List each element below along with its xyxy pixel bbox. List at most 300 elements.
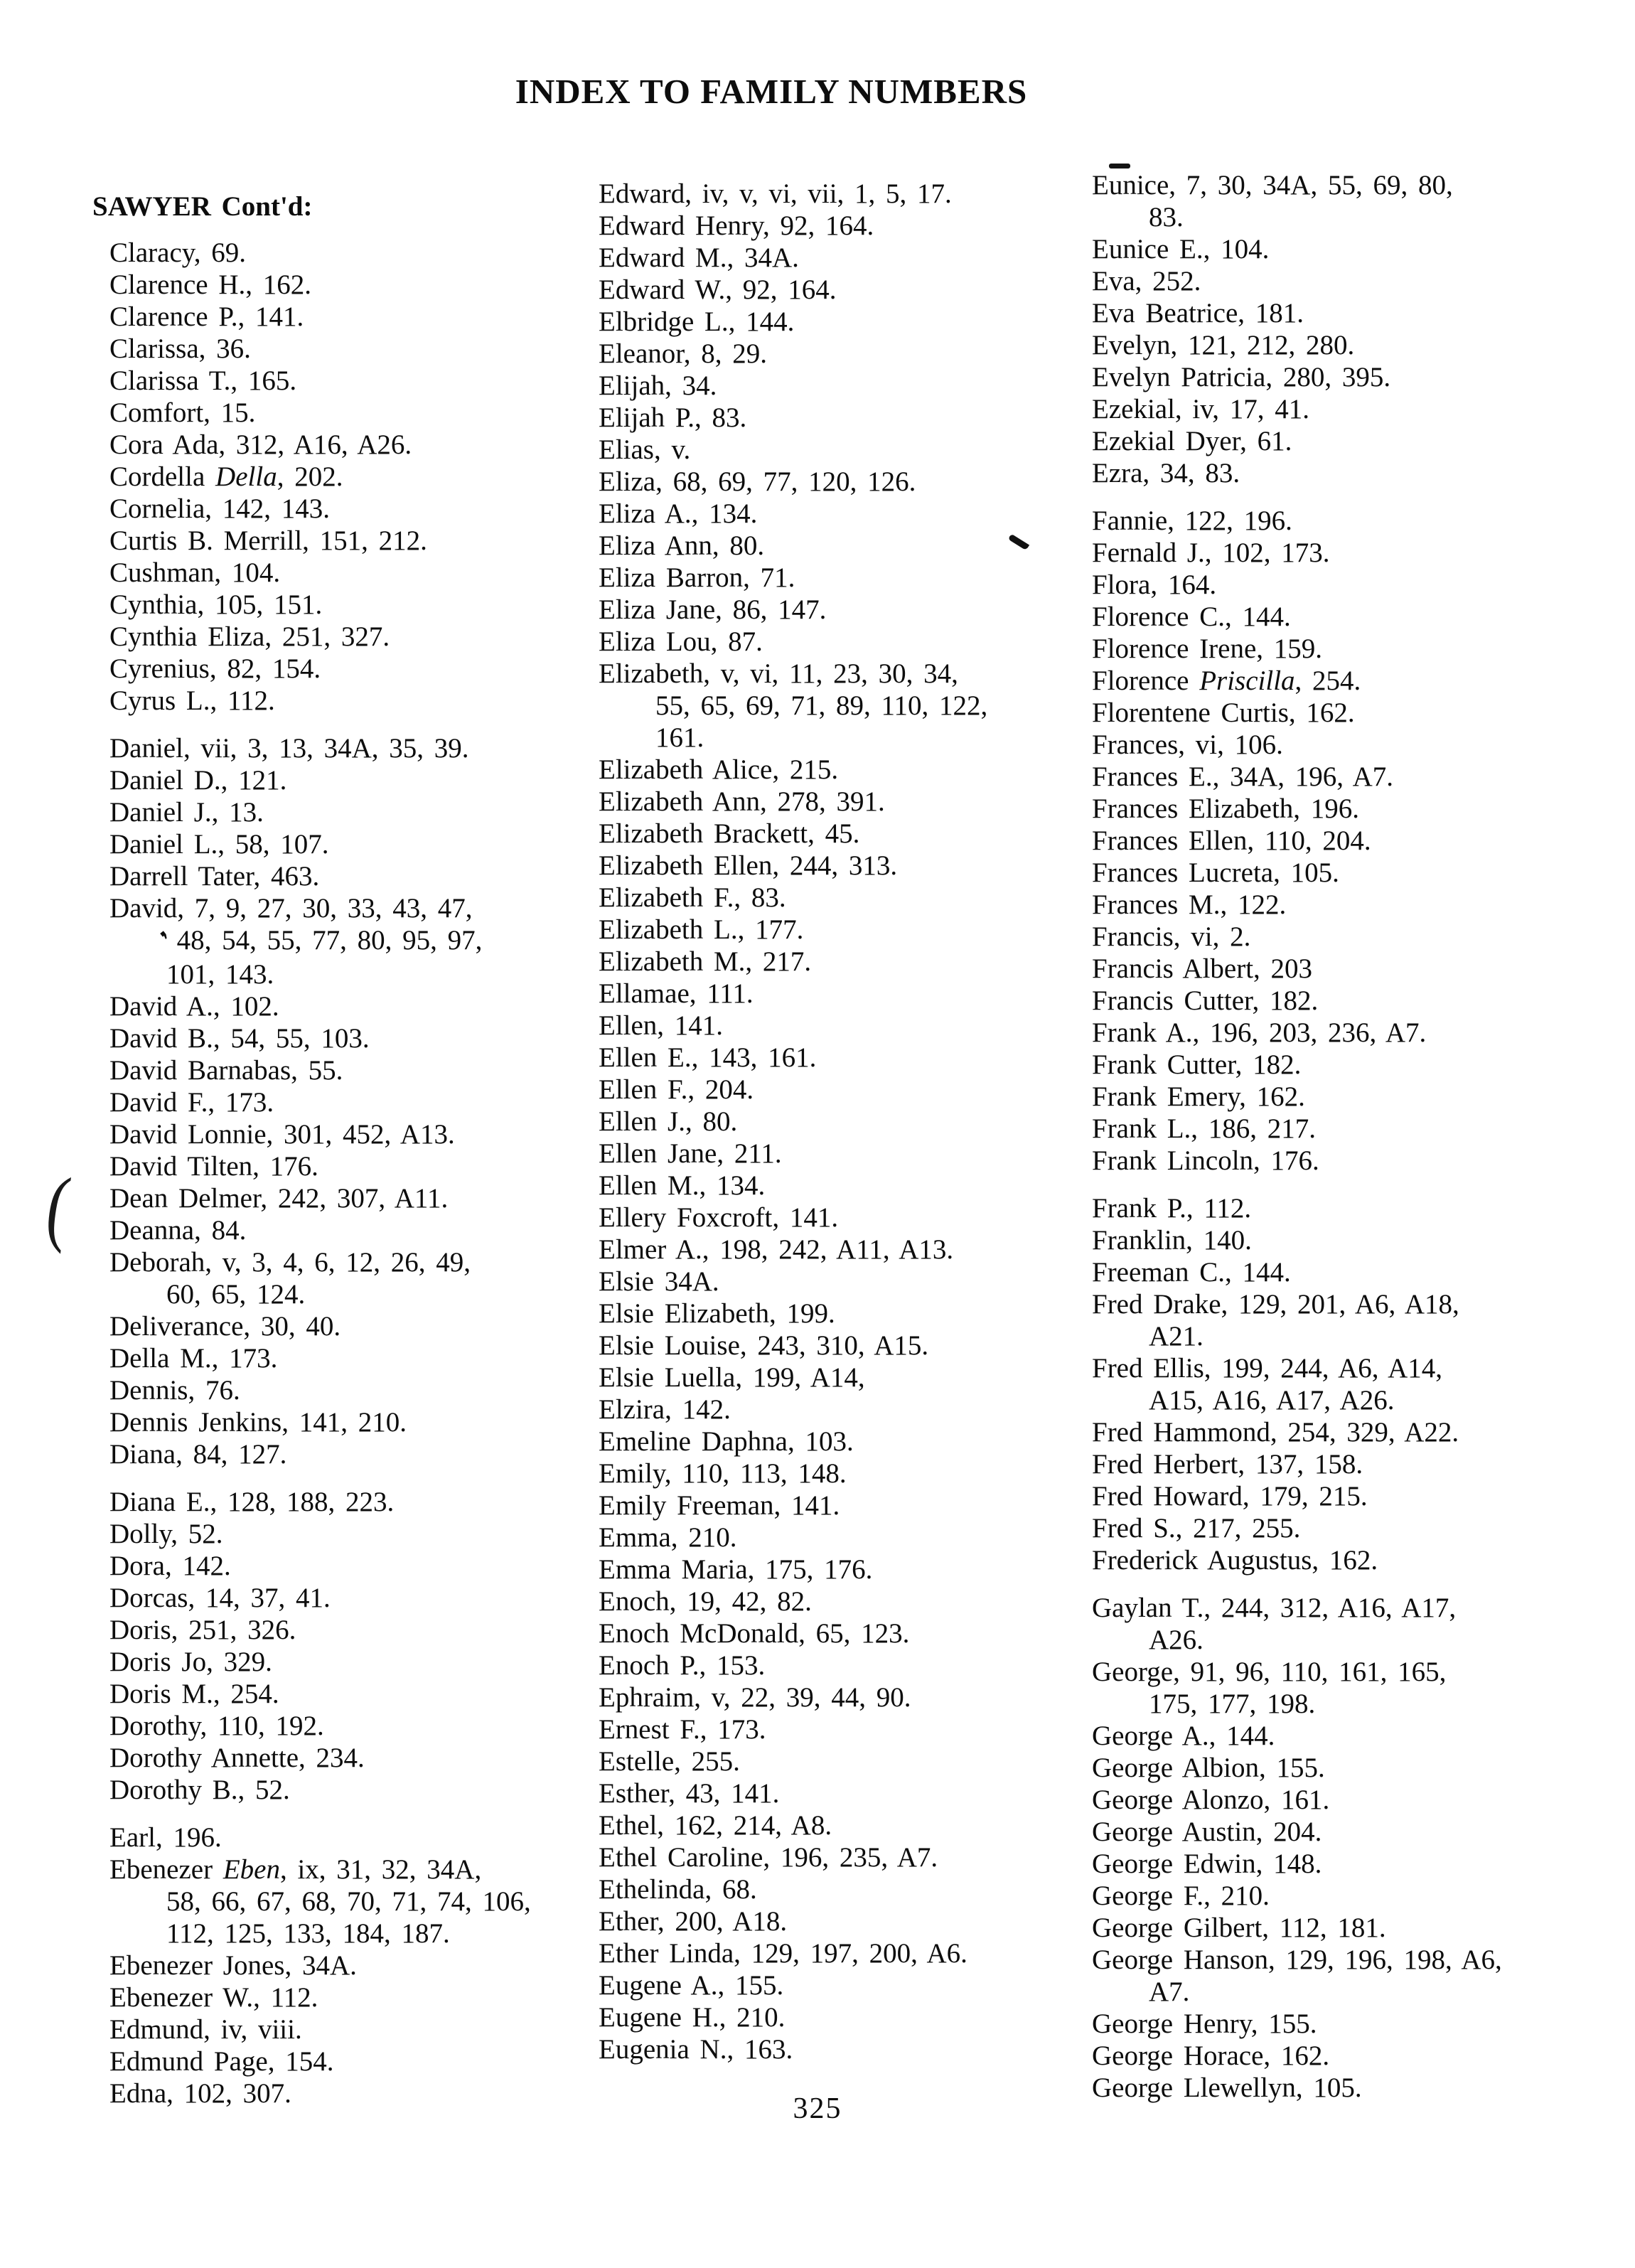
entry-text: Elizabeth L., 177. bbox=[599, 914, 804, 945]
entry-text: Frances E., 34A, 196, A7. bbox=[1092, 761, 1394, 792]
index-entry-line bbox=[1075, 1624, 1544, 1656]
index-entry-line bbox=[92, 2045, 562, 2077]
page-title: INDEX TO FAMILY NUMBERS bbox=[515, 72, 1028, 111]
entry-text: 55, 65, 69, 71, 89, 110, 122, bbox=[655, 690, 988, 721]
entry-text: Franklin, 140. bbox=[1092, 1225, 1252, 1256]
entry-text: Daniel L., 58, 107. bbox=[109, 829, 329, 860]
index-entry-line bbox=[581, 1457, 1051, 1489]
index-entry-line bbox=[581, 1617, 1051, 1649]
index-entry-line bbox=[1075, 425, 1544, 457]
index-entry-line bbox=[1075, 1017, 1544, 1049]
index-entry-line bbox=[581, 402, 1051, 434]
index-entry-line bbox=[1075, 1224, 1544, 1256]
index-entry-line bbox=[581, 1170, 1051, 1202]
entry-text: Elizabeth Alice, 215. bbox=[599, 754, 839, 785]
index-entry-line bbox=[581, 1138, 1051, 1170]
entry-text: Elsie Luella, 199, A14, bbox=[599, 1362, 865, 1393]
index-entry-line bbox=[1075, 1720, 1544, 1752]
entry-text: Ebenezer W., 112. bbox=[109, 1982, 318, 2013]
entry-text: Evelyn Patricia, 280, 395. bbox=[1092, 362, 1391, 392]
index-entry-line bbox=[92, 1710, 562, 1742]
entry-text: Comfort, 15. bbox=[109, 397, 256, 428]
index-entry-line bbox=[581, 530, 1051, 562]
entry-text: Ellen M., 134. bbox=[599, 1170, 766, 1201]
entry-text: Emma, 210. bbox=[599, 1522, 737, 1553]
entry-text: Eleanor, 8, 29. bbox=[599, 338, 767, 369]
index-entry-line bbox=[92, 958, 562, 990]
index-entry-line bbox=[1075, 1352, 1544, 1384]
index-entry-line bbox=[581, 1777, 1051, 1809]
entry-text: Fred Howard, 179, 215. bbox=[1092, 1481, 1368, 1512]
index-entry-line bbox=[581, 786, 1051, 818]
index-entry-line bbox=[1075, 1944, 1544, 1976]
index-entry-line bbox=[1075, 1816, 1544, 1848]
entry-text: Eva, 252. bbox=[1092, 266, 1201, 296]
entry-text: 161. bbox=[655, 722, 704, 753]
entry-text: Ethel Caroline, 196, 235, A7. bbox=[599, 1842, 938, 1873]
entry-text: 175, 177, 198. bbox=[1149, 1689, 1316, 1719]
entry-text: Emily Freeman, 141. bbox=[599, 1490, 840, 1521]
entry-text: Esther, 43, 141. bbox=[599, 1778, 780, 1809]
index-entry-line bbox=[92, 1614, 562, 1646]
entry-text: George Hanson, 129, 196, 198, A6, bbox=[1092, 1945, 1502, 1975]
index-entry-line bbox=[581, 594, 1051, 626]
index-entry-line bbox=[92, 1054, 562, 1086]
index-entry-line bbox=[581, 658, 1051, 690]
entry-text: Dennis Jenkins, 141, 210. bbox=[109, 1407, 407, 1438]
entry-text: , 202. bbox=[277, 461, 343, 492]
index-entry-line bbox=[92, 860, 562, 892]
entry-text: Elizabeth Ellen, 244, 313. bbox=[599, 850, 898, 881]
index-entry-line bbox=[92, 828, 562, 860]
index-entry-line bbox=[1075, 2008, 1544, 2040]
entry-text: Dolly, 52. bbox=[109, 1519, 223, 1549]
index-entry-line bbox=[1075, 1320, 1544, 1352]
entry-text: Frances Elizabeth, 196. bbox=[1092, 793, 1360, 824]
entry-text: Elbridge L., 144. bbox=[599, 306, 795, 337]
entry-text: Eliza, 68, 69, 77, 120, 126. bbox=[599, 466, 916, 497]
entry-text: Elsie Elizabeth, 199. bbox=[599, 1298, 835, 1329]
entry-text: A7. bbox=[1149, 1977, 1190, 2007]
entry-text: Curtis B. Merrill, 151, 212. bbox=[109, 525, 427, 556]
entry-text: George Horace, 162. bbox=[1092, 2040, 1330, 2071]
entry-text: Frank P., 112. bbox=[1092, 1193, 1252, 1224]
entry-text: George Alonzo, 161. bbox=[1092, 1785, 1330, 1815]
entry-text: Frank Lincoln, 176. bbox=[1092, 1145, 1319, 1176]
entry-text: Clarissa T., 165. bbox=[109, 365, 297, 396]
index-entry-line bbox=[581, 1937, 1051, 1969]
index-entry-line bbox=[1075, 1081, 1544, 1113]
index-entry-line bbox=[581, 1489, 1051, 1521]
index-entry-line bbox=[92, 796, 562, 828]
index-entry-line bbox=[1075, 265, 1544, 297]
index-entry-line bbox=[92, 397, 562, 429]
entry-text: Francis Albert, 203 bbox=[1092, 953, 1313, 984]
index-entry-line bbox=[92, 1742, 562, 1774]
entry-text: Cyrenius, 82, 154. bbox=[109, 653, 321, 684]
entry-text: Edmund Page, 154. bbox=[109, 2046, 334, 2077]
index-entry-line bbox=[1075, 2040, 1544, 2072]
entry-text: Doris Jo, 329. bbox=[109, 1647, 272, 1677]
index-entry-line bbox=[581, 466, 1051, 498]
index-entry-line bbox=[92, 1118, 562, 1150]
entry-text: Eben bbox=[223, 1854, 280, 1885]
index-entry-line bbox=[1075, 1192, 1544, 1224]
column-2-entries bbox=[581, 178, 1051, 2065]
entry-text: Ebenezer Jones, 34A. bbox=[109, 1950, 357, 1981]
index-entry-line bbox=[92, 1774, 562, 1806]
entry-text: Diana, 84, 127. bbox=[109, 1439, 287, 1470]
entry-text: 60, 65, 124. bbox=[166, 1279, 306, 1310]
index-entry-line bbox=[1075, 457, 1544, 489]
entry-text: Elizabeth, v, vi, 11, 23, 30, 34, bbox=[599, 658, 958, 689]
index-entry-line bbox=[1075, 1912, 1544, 1944]
entry-text: Cordella bbox=[109, 461, 216, 492]
index-entry-line bbox=[581, 498, 1051, 530]
entry-text: 48, 54, 55, 77, 80, 95, 97, bbox=[176, 925, 483, 956]
index-entry-line bbox=[1075, 329, 1544, 361]
index-entry-line bbox=[1075, 921, 1544, 953]
index-entry-line bbox=[581, 1969, 1051, 2001]
entry-text: Frank Cutter, 182. bbox=[1092, 1049, 1302, 1080]
entry-text: A15, A16, A17, A26. bbox=[1149, 1385, 1395, 1416]
entry-text: Elmer A., 198, 242, A11, A13. bbox=[599, 1234, 954, 1265]
index-entry-line bbox=[92, 589, 562, 621]
index-entry-line bbox=[92, 1182, 562, 1214]
index-entry-line bbox=[92, 1022, 562, 1054]
entry-text: Dorothy Annette, 234. bbox=[109, 1743, 365, 1773]
index-entry-line bbox=[1075, 393, 1544, 425]
column-3-entries bbox=[1075, 169, 1544, 2104]
index-entry-line bbox=[581, 338, 1051, 370]
index-entry-line bbox=[581, 1234, 1051, 1266]
entry-text: Dorothy B., 52. bbox=[109, 1775, 290, 1805]
index-column-1 bbox=[92, 191, 562, 2109]
index-entry-line bbox=[1075, 1848, 1544, 1880]
index-column-2 bbox=[581, 178, 1051, 2065]
entry-text: David Barnabas, 55. bbox=[109, 1055, 343, 1086]
index-entry-line bbox=[92, 2013, 562, 2045]
index-entry-line bbox=[92, 557, 562, 589]
entry-text: 58, 66, 67, 68, 70, 71, 74, 106, bbox=[166, 1886, 531, 1917]
entry-text: Dorothy, 110, 192. bbox=[109, 1711, 324, 1741]
index-entry-line bbox=[92, 333, 562, 365]
index-entry-line bbox=[1075, 1544, 1544, 1576]
entry-text: Florence Irene, 159. bbox=[1092, 633, 1323, 664]
index-entry-line bbox=[1075, 761, 1544, 793]
index-entry-line bbox=[581, 1298, 1051, 1330]
index-entry-line bbox=[581, 850, 1051, 882]
entry-text: George Gilbert, 112, 181. bbox=[1092, 1913, 1386, 1943]
index-entry-line bbox=[1075, 825, 1544, 857]
entry-text: Eliza Barron, 71. bbox=[599, 562, 795, 593]
entry-text: Ethelinda, 68. bbox=[599, 1874, 757, 1905]
entry-text: , ix, 31, 32, 34A, bbox=[279, 1854, 482, 1885]
entry-text: Evelyn, 121, 212, 280. bbox=[1092, 330, 1355, 360]
index-entry-line bbox=[92, 1885, 562, 1917]
index-entry-line bbox=[581, 1809, 1051, 1841]
index-entry-line bbox=[92, 685, 562, 717]
entry-text: , 254. bbox=[1294, 665, 1361, 696]
entry-text: Florence bbox=[1092, 665, 1200, 696]
index-entry-line bbox=[92, 1981, 562, 2013]
entry-text: Emeline Daphna, 103. bbox=[599, 1426, 854, 1457]
entry-text: David Tilten, 176. bbox=[109, 1151, 318, 1182]
index-entry-line bbox=[581, 914, 1051, 946]
index-entry-line bbox=[581, 722, 1051, 754]
page-number: 325 bbox=[793, 2092, 842, 2125]
entry-text: David, 7, 9, 27, 30, 33, 43, 47, bbox=[109, 893, 473, 924]
entry-text: George Albion, 155. bbox=[1092, 1753, 1325, 1783]
entry-text: Elizabeth M., 217. bbox=[599, 946, 812, 977]
index-entry-line bbox=[1075, 537, 1544, 569]
index-entry-line bbox=[1075, 1784, 1544, 1816]
entry-text: Darrell Tater, 463. bbox=[109, 861, 320, 892]
entry-text: Edward W., 92, 164. bbox=[599, 274, 837, 305]
entry-text: Eugene A., 155. bbox=[599, 1970, 784, 2001]
entry-text: David Lonnie, 301, 452, A13. bbox=[109, 1119, 455, 1150]
index-entry-line bbox=[581, 434, 1051, 466]
entry-text: Eva Beatrice, 181. bbox=[1092, 298, 1304, 328]
index-entry-line bbox=[1075, 729, 1544, 761]
entry-text: Eugenia N., 163. bbox=[599, 2034, 793, 2065]
entry-text: Ethel, 162, 214, A8. bbox=[599, 1810, 832, 1841]
entry-text: Cynthia, 105, 151. bbox=[109, 589, 323, 620]
entry-text: Florence C., 144. bbox=[1092, 601, 1291, 632]
index-entry-line bbox=[1075, 985, 1544, 1017]
entry-text: Della M., 173. bbox=[109, 1343, 278, 1374]
index-entry-line bbox=[581, 1905, 1051, 1937]
entry-text: Fred Drake, 129, 201, A6, A18, bbox=[1092, 1289, 1459, 1320]
entry-text: Clarence H., 162. bbox=[109, 269, 311, 300]
index-entry-line bbox=[1075, 697, 1544, 729]
index-entry-line bbox=[581, 818, 1051, 850]
index-entry-line bbox=[92, 301, 562, 333]
entry-text: Earl, 196. bbox=[109, 1822, 222, 1853]
index-entry-line bbox=[1075, 1976, 1544, 2008]
entry-text: Ephraim, v, 22, 39, 44, 90. bbox=[599, 1682, 911, 1713]
index-entry-line bbox=[581, 1553, 1051, 1585]
index-entry-line bbox=[92, 1822, 562, 1854]
index-entry-line bbox=[581, 754, 1051, 786]
entry-text: Fernald J., 102, 173. bbox=[1092, 537, 1330, 568]
index-entry-line bbox=[581, 370, 1051, 402]
index-entry-line bbox=[92, 1246, 562, 1278]
entry-text: Dora, 142. bbox=[109, 1551, 231, 1581]
index-entry-line bbox=[581, 1394, 1051, 1425]
entry-text: Ellery Foxcroft, 141. bbox=[599, 1202, 839, 1233]
index-entry-line bbox=[1075, 1880, 1544, 1912]
index-entry-line bbox=[581, 1042, 1051, 1074]
index-entry-line bbox=[1075, 361, 1544, 393]
entry-text: Della bbox=[215, 461, 277, 492]
index-entry-line bbox=[581, 626, 1051, 658]
entry-text: Dorcas, 14, 37, 41. bbox=[109, 1583, 331, 1613]
entry-text: A26. bbox=[1149, 1625, 1204, 1655]
entry-text: Daniel J., 13. bbox=[109, 797, 264, 828]
index-entry-line bbox=[92, 924, 562, 958]
entry-text: George Llewellyn, 105. bbox=[1092, 2072, 1362, 2103]
index-entry-line bbox=[92, 1150, 562, 1182]
index-entry-line bbox=[92, 1214, 562, 1246]
index-entry-line bbox=[581, 1074, 1051, 1106]
index-entry-line bbox=[581, 946, 1051, 978]
entry-text: Dean Delmer, 242, 307, A11. bbox=[109, 1183, 449, 1214]
entry-text: 83. bbox=[1149, 202, 1184, 232]
index-entry-line bbox=[581, 1873, 1051, 1905]
entry-text: Daniel D., 121. bbox=[109, 765, 287, 796]
index-entry-line bbox=[92, 429, 562, 461]
index-entry-line bbox=[581, 690, 1051, 722]
entry-text: Eliza A., 134. bbox=[599, 498, 758, 529]
index-entry-line bbox=[1075, 1384, 1544, 1416]
index-entry-line bbox=[1075, 953, 1544, 985]
index-entry-line bbox=[581, 1010, 1051, 1042]
index-entry-line bbox=[1075, 569, 1544, 601]
index-entry-line bbox=[1075, 1288, 1544, 1320]
column-1-entries bbox=[92, 237, 562, 2109]
entry-text: Frank L., 186, 217. bbox=[1092, 1113, 1317, 1144]
index-entry-line bbox=[581, 1521, 1051, 1553]
pen-mark: ❜ bbox=[157, 927, 179, 953]
entry-text: Fannie, 122, 196. bbox=[1092, 506, 1292, 536]
entry-text: Enoch, 19, 42, 82. bbox=[599, 1586, 812, 1617]
entry-text: Daniel, vii, 3, 13, 34A, 35, 39. bbox=[109, 733, 469, 764]
index-entry-line bbox=[581, 306, 1051, 338]
index-entry-line bbox=[581, 562, 1051, 594]
index-entry-line bbox=[92, 892, 562, 924]
index-entry-line bbox=[1075, 1113, 1544, 1145]
index-entry-line bbox=[92, 1086, 562, 1118]
index-entry-line bbox=[92, 1518, 562, 1550]
entry-text: Enoch P., 153. bbox=[599, 1650, 766, 1681]
entry-text: Cynthia Eliza, 251, 327. bbox=[109, 621, 390, 652]
index-entry-line bbox=[1075, 1256, 1544, 1288]
entry-text: Edward, iv, v, vi, vii, 1, 5, 17. bbox=[599, 178, 952, 209]
stray-print-dash bbox=[1109, 164, 1130, 169]
entry-text: George Edwin, 148. bbox=[1092, 1849, 1322, 1879]
entry-text: Ellen, 141. bbox=[599, 1010, 724, 1041]
entry-text: George, 91, 96, 110, 161, 165, bbox=[1092, 1657, 1447, 1687]
index-entry-line bbox=[581, 1106, 1051, 1138]
index-entry-line bbox=[92, 1550, 562, 1582]
index-entry-line bbox=[92, 653, 562, 685]
entry-text: Ellamae, 111. bbox=[599, 978, 754, 1009]
entry-text: Eliza Lou, 87. bbox=[599, 626, 763, 657]
entry-text: David A., 102. bbox=[109, 991, 279, 1022]
entry-text: George F., 210. bbox=[1092, 1881, 1270, 1911]
index-entry-line bbox=[92, 1486, 562, 1518]
index-entry-line bbox=[92, 732, 562, 764]
index-entry-line bbox=[1075, 297, 1544, 329]
entry-text: Ernest F., 173. bbox=[599, 1714, 766, 1745]
entry-text: Ether Linda, 129, 197, 200, A6. bbox=[599, 1938, 967, 1969]
entry-text: Deborah, v, 3, 4, 6, 12, 26, 49, bbox=[109, 1247, 471, 1278]
entry-text: Ebenezer bbox=[109, 1854, 223, 1885]
index-entry-line bbox=[1075, 1480, 1544, 1512]
index-entry-line bbox=[581, 1425, 1051, 1457]
entry-text: Eliza Jane, 86, 147. bbox=[599, 594, 827, 625]
index-entry-line bbox=[1075, 1656, 1544, 1688]
entry-text: Frances, vi, 106. bbox=[1092, 729, 1283, 760]
entry-text: 101, 143. bbox=[166, 959, 274, 990]
index-entry-line bbox=[581, 1330, 1051, 1362]
entry-text: Elizabeth Ann, 278, 391. bbox=[599, 786, 885, 817]
entry-text: Ether, 200, A18. bbox=[599, 1906, 788, 1937]
entry-text: Ezekial, iv, 17, 41. bbox=[1092, 394, 1309, 424]
entry-text: Fred Herbert, 137, 158. bbox=[1092, 1449, 1363, 1480]
entry-text: Ezekial Dyer, 61. bbox=[1092, 426, 1292, 456]
entry-text: Edward M., 34A. bbox=[599, 242, 799, 273]
entry-text: Cornelia, 142, 143. bbox=[109, 493, 331, 524]
entry-text: 112, 125, 133, 184, 187. bbox=[166, 1918, 450, 1949]
index-entry-line bbox=[92, 990, 562, 1022]
index-entry-line bbox=[581, 1713, 1051, 1745]
entry-text: Frances Lucreta, 105. bbox=[1092, 857, 1339, 888]
index-entry-line bbox=[581, 242, 1051, 274]
entry-text: Deliverance, 30, 40. bbox=[109, 1311, 341, 1342]
index-entry-line bbox=[92, 365, 562, 397]
entry-text: Frances M., 122. bbox=[1092, 889, 1287, 920]
entry-text: Flora, 164. bbox=[1092, 569, 1217, 600]
index-entry-line bbox=[1075, 1752, 1544, 1784]
index-entry-line bbox=[581, 1841, 1051, 1873]
entry-text: Ellen Jane, 211. bbox=[599, 1138, 782, 1169]
entry-text: Frank Emery, 162. bbox=[1092, 1081, 1305, 1112]
index-entry-line bbox=[1075, 201, 1544, 233]
entry-text: Ellen F., 204. bbox=[599, 1074, 754, 1105]
entry-text: Francis, vi, 2. bbox=[1092, 921, 1251, 952]
entry-text: Frederick Augustus, 162. bbox=[1092, 1545, 1378, 1576]
entry-text: Cushman, 104. bbox=[109, 557, 281, 588]
index-entry-line bbox=[581, 1362, 1051, 1394]
entry-text: Deanna, 84. bbox=[109, 1215, 247, 1246]
entry-text: George Henry, 155. bbox=[1092, 2008, 1317, 2039]
entry-text: Dennis, 76. bbox=[109, 1375, 240, 1406]
entry-text: Diana E., 128, 188, 223. bbox=[109, 1487, 395, 1517]
index-entry-line bbox=[581, 178, 1051, 210]
entry-text: Doris M., 254. bbox=[109, 1679, 279, 1709]
index-entry-line bbox=[1075, 633, 1544, 665]
index-entry-line bbox=[581, 210, 1051, 242]
index-entry-line bbox=[92, 1374, 562, 1406]
entry-text: Priscilla bbox=[1199, 665, 1295, 696]
entry-text: Emma Maria, 175, 176. bbox=[599, 1554, 873, 1585]
index-entry-line bbox=[1075, 857, 1544, 889]
index-entry-line bbox=[581, 978, 1051, 1010]
index-entry-line bbox=[92, 461, 562, 493]
entry-text: Claracy, 69. bbox=[109, 237, 246, 268]
entry-text: Elijah P., 83. bbox=[599, 402, 747, 433]
entry-text: Elsie 34A. bbox=[599, 1266, 719, 1297]
index-entry-line bbox=[1075, 1688, 1544, 1720]
index-entry-line bbox=[92, 1406, 562, 1438]
index-entry-line bbox=[581, 2001, 1051, 2033]
index-entry-line bbox=[1075, 793, 1544, 825]
index-entry-line bbox=[1075, 233, 1544, 265]
entry-text: Emily, 110, 113, 148. bbox=[599, 1458, 847, 1489]
entry-text: Gaylan T., 244, 312, A16, A17, bbox=[1092, 1593, 1457, 1623]
entry-text: Ellen E., 143, 161. bbox=[599, 1042, 817, 1073]
entry-text: Elizabeth F., 83. bbox=[599, 882, 786, 913]
index-entry-line bbox=[92, 1854, 562, 1885]
index-entry-line bbox=[92, 621, 562, 653]
entry-text: Freeman C., 144. bbox=[1092, 1257, 1291, 1288]
index-entry-line bbox=[1075, 505, 1544, 537]
entry-text: Elias, v. bbox=[599, 434, 691, 465]
index-entry-line bbox=[1075, 1049, 1544, 1081]
index-entry-line bbox=[92, 525, 562, 557]
